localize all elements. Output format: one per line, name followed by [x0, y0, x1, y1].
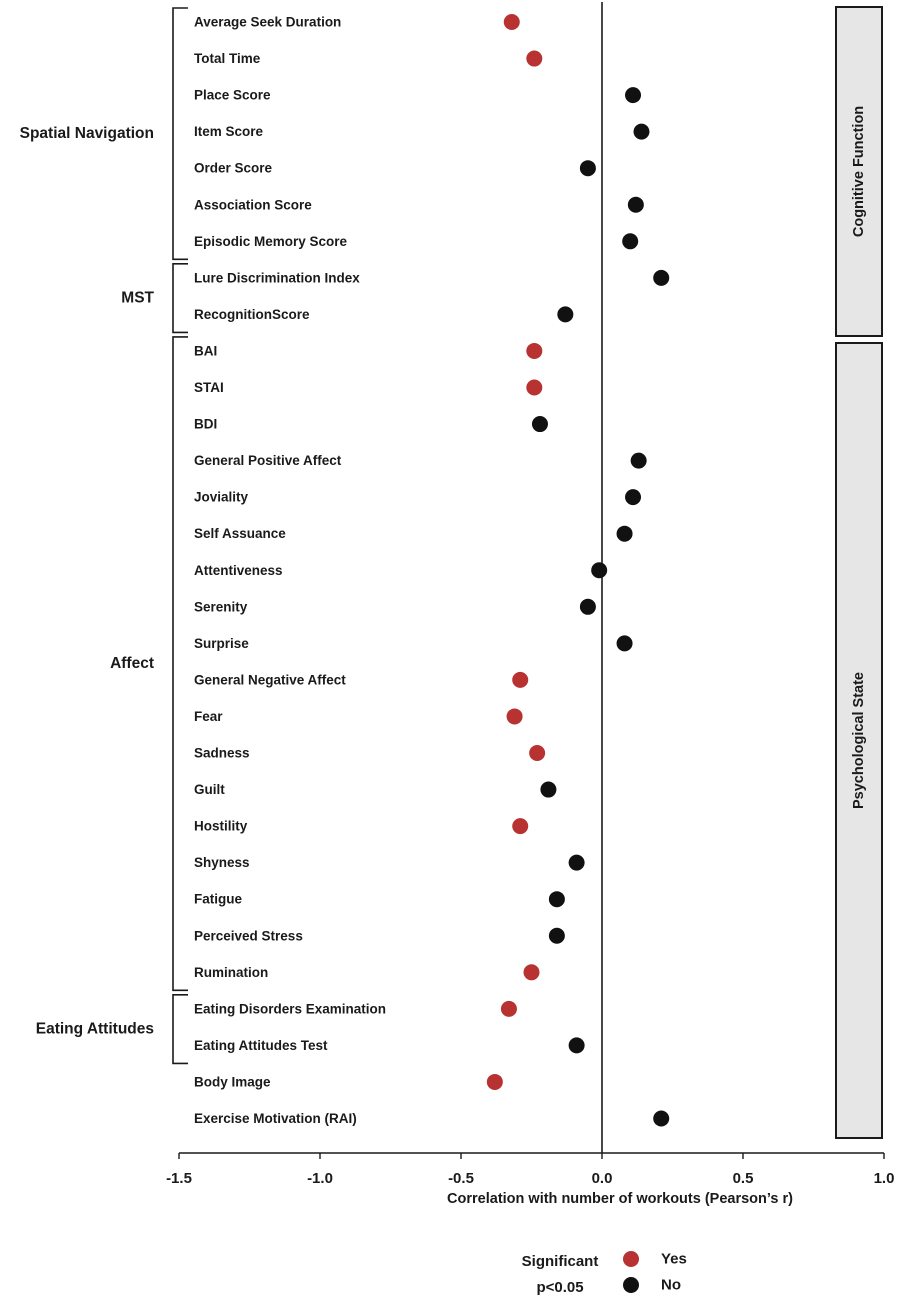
- item-label: Order Score: [194, 160, 273, 176]
- item-label: Sadness: [194, 745, 250, 761]
- data-point-significant: [487, 1074, 503, 1090]
- data-point-not-significant: [631, 453, 647, 469]
- data-point-not-significant: [557, 306, 573, 322]
- panel-label: Cognitive Function: [851, 105, 867, 238]
- data-point-not-significant: [622, 233, 638, 249]
- item-label: General Negative Affect: [194, 672, 346, 688]
- data-point-significant: [526, 380, 542, 396]
- item-label: Item Score: [194, 124, 264, 140]
- data-point-not-significant: [653, 270, 669, 286]
- item-label: Hostility: [194, 818, 248, 834]
- group-label: MST: [121, 289, 154, 307]
- legend-marker: [623, 1277, 639, 1293]
- legend-marker: [623, 1251, 639, 1267]
- item-label: Self Assuance: [194, 526, 286, 542]
- item-label: Association Score: [194, 197, 312, 213]
- group-bracket: [173, 995, 188, 1064]
- x-axis-title: Correlation with number of workouts (Pearson’s r): [447, 1191, 793, 1207]
- x-tick-label: 1.0: [873, 1170, 895, 1187]
- item-label: Surprise: [194, 635, 249, 651]
- data-point-significant: [526, 343, 542, 359]
- data-point-not-significant: [532, 416, 548, 432]
- data-point-not-significant: [617, 635, 633, 651]
- data-point-not-significant: [625, 87, 641, 103]
- data-point-not-significant: [549, 891, 565, 907]
- item-label: Guilt: [194, 782, 225, 798]
- data-point-not-significant: [569, 1037, 585, 1053]
- item-label: Perceived Stress: [194, 928, 303, 944]
- x-tick-label: -0.5: [448, 1170, 474, 1187]
- data-point-not-significant: [580, 160, 596, 176]
- item-label: Fear: [194, 708, 223, 724]
- item-label: BDI: [194, 416, 218, 432]
- item-label: Average Seek Duration: [194, 14, 342, 30]
- data-point-significant: [504, 14, 520, 30]
- data-point-not-significant: [540, 782, 556, 798]
- group-bracket: [173, 264, 188, 333]
- item-label: Joviality: [194, 489, 249, 505]
- data-point-significant: [501, 1001, 517, 1017]
- panel-label: Psychological State: [851, 672, 867, 809]
- data-point-not-significant: [633, 124, 649, 140]
- item-label: Episodic Memory Score: [194, 233, 348, 249]
- data-point-significant: [512, 818, 528, 834]
- item-label: Serenity: [194, 599, 248, 615]
- data-point-significant: [524, 964, 540, 980]
- data-point-not-significant: [653, 1111, 669, 1127]
- data-point-not-significant: [617, 526, 633, 542]
- item-label: Total Time: [194, 51, 261, 67]
- legend-subtitle: p<0.05: [536, 1279, 584, 1296]
- item-label: Eating Attitudes Test: [194, 1037, 328, 1053]
- item-label: RecognitionScore: [194, 306, 310, 322]
- group-label: Eating Attitudes: [35, 1020, 154, 1038]
- legend-title: Significant: [521, 1253, 599, 1270]
- item-label: Exercise Motivation (RAI): [194, 1111, 357, 1126]
- data-point-not-significant: [549, 928, 565, 944]
- data-point-not-significant: [580, 599, 596, 615]
- x-tick-label: -1.5: [166, 1170, 192, 1187]
- group-label: Affect: [110, 655, 154, 673]
- data-point-significant: [512, 672, 528, 688]
- x-tick-label: 0.0: [591, 1170, 613, 1187]
- item-label: Shyness: [194, 855, 250, 871]
- data-point-not-significant: [591, 562, 607, 578]
- item-label: Fatigue: [194, 891, 243, 907]
- item-label: Eating Disorders Examination: [194, 1001, 387, 1017]
- data-point-significant: [526, 51, 542, 67]
- group-bracket: [173, 8, 188, 259]
- legend-entry-label: Yes: [661, 1250, 687, 1268]
- group-label: Spatial Navigation: [19, 125, 154, 143]
- group-bracket: [173, 337, 188, 990]
- x-tick-label: 0.5: [732, 1170, 754, 1187]
- item-label: Body Image: [194, 1074, 271, 1090]
- item-label: Attentiveness: [194, 562, 283, 578]
- data-point-not-significant: [625, 489, 641, 505]
- item-label: Rumination: [194, 964, 269, 980]
- data-point-significant: [507, 708, 523, 724]
- item-label: Lure Discrimination Index: [194, 270, 360, 286]
- item-label: STAI: [194, 380, 224, 395]
- item-label: Place Score: [194, 87, 271, 103]
- data-point-significant: [529, 745, 545, 761]
- item-label: BAI: [194, 343, 218, 359]
- data-point-not-significant: [569, 855, 585, 871]
- legend-entry-label: No: [661, 1276, 681, 1294]
- data-point-not-significant: [628, 197, 644, 213]
- x-tick-label: -1.0: [307, 1170, 333, 1187]
- item-label: General Positive Affect: [194, 453, 342, 469]
